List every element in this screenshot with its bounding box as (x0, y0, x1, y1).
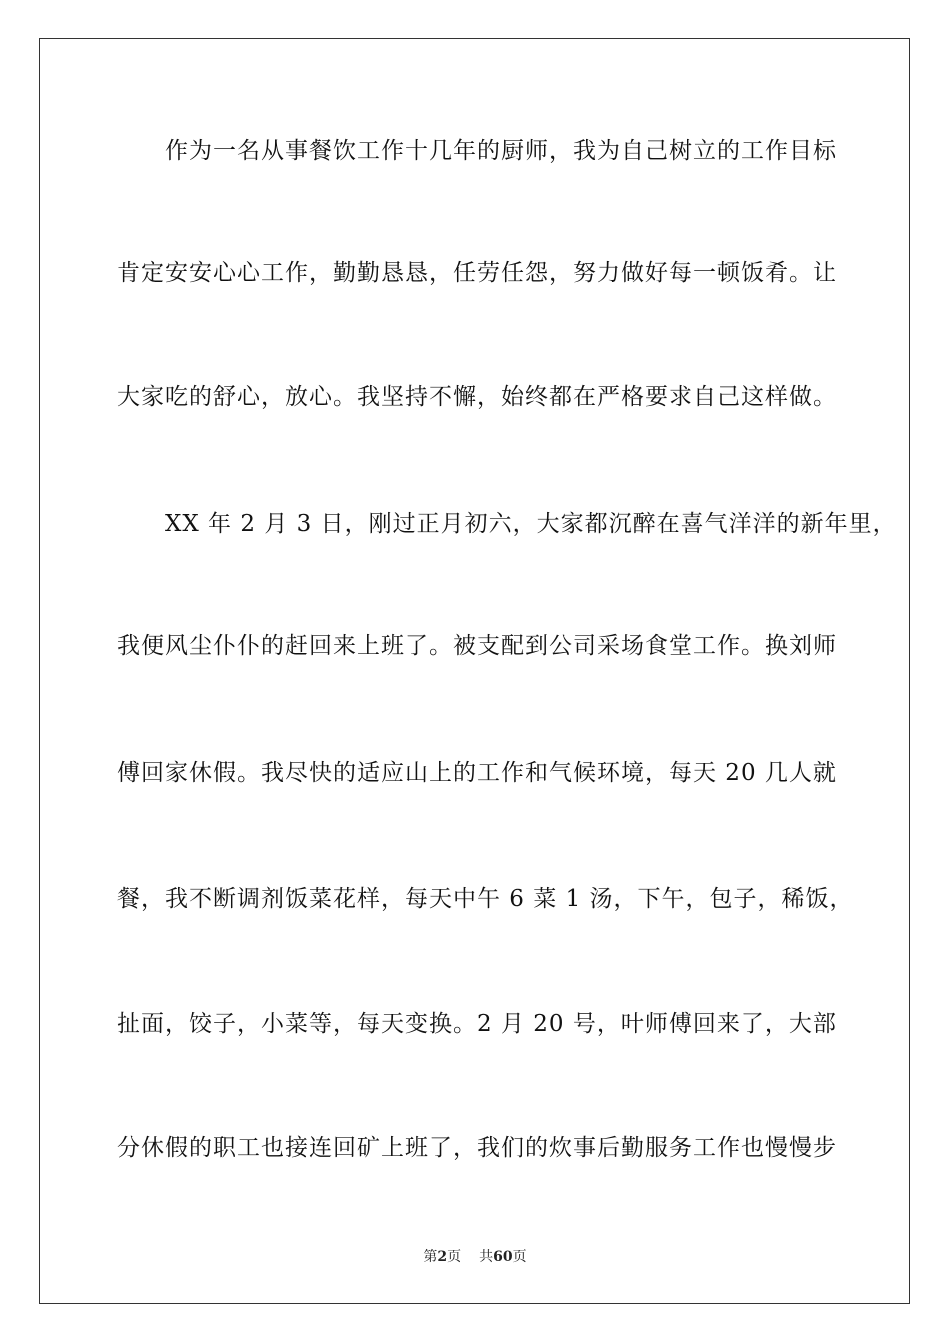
text-line: 作为一名从事餐饮工作十几年的厨师，我为自己树立的工作目标 (165, 138, 837, 164)
text-line: 扯面，饺子，小菜等，每天变换。2 月 20 号，叶师傅回来了，大部 (117, 1011, 837, 1037)
footer-page-prefix: 第 (423, 1249, 438, 1265)
text-line: 肯定安安心心工作，勤勤恳恳，任劳任怨，努力做好每一顿饭肴。让 (117, 260, 837, 286)
footer-total-number: 60 (493, 1249, 513, 1265)
text-line: XX 年 2 月 3 日，刚过正月初六，大家都沉醉在喜气洋洋的新年里， (165, 511, 897, 537)
footer-total-suffix: 页 (512, 1249, 527, 1265)
page-border (39, 38, 910, 1304)
footer-page-number: 2 (437, 1249, 448, 1265)
text-line: 傅回家休假。我尽快的适应山上的工作和气候环境，每天 20 几人就 (117, 760, 837, 786)
text-line: 分休假的职工也接连回矿上班了，我们的炊事后勤服务工作也慢慢步 (117, 1135, 837, 1161)
text-line: 我便风尘仆仆的赶回来上班了。被支配到公司采场食堂工作。换刘师 (117, 633, 837, 659)
footer-page-suffix: 页 (447, 1249, 462, 1265)
text-line: 餐，我不断调剂饭菜花样，每天中午 6 菜 1 汤，下午，包子，稀饭， (117, 886, 854, 912)
footer-total-prefix: 共 (479, 1249, 494, 1265)
page-footer (0, 1246, 950, 1266)
text-line: 大家吃的舒心，放心。我坚持不懈，始终都在严格要求自己这样做。 (117, 384, 837, 410)
